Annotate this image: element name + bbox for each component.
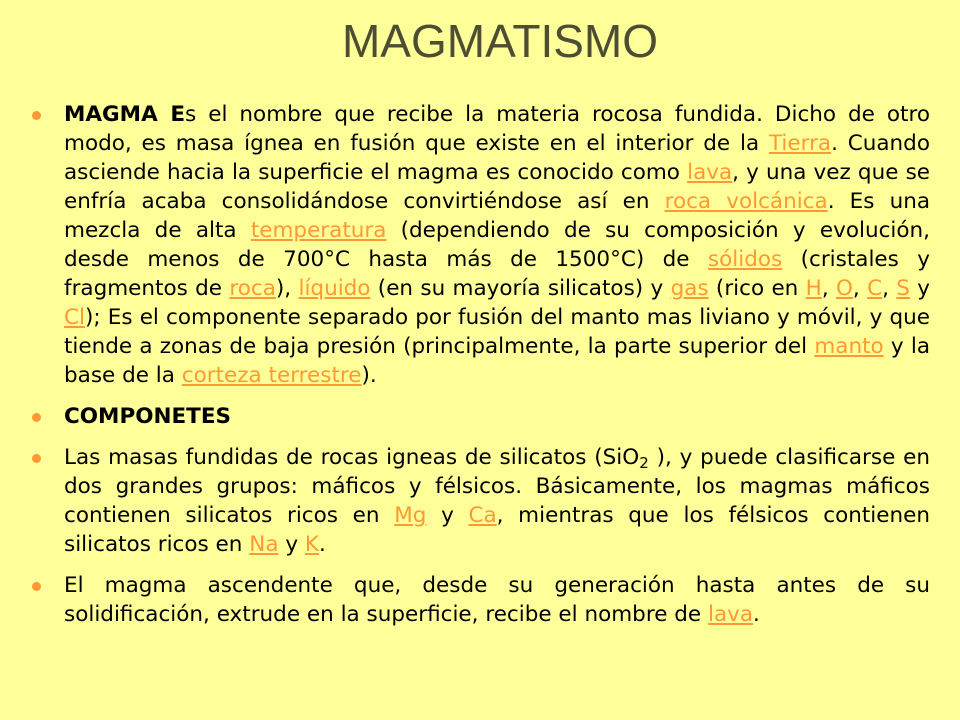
text-run: , y una vez que se enfría acaba consolidándose convirtiéndose así en (64, 160, 930, 214)
bold-text: MAGMA E (64, 102, 186, 127)
link-roca-volcánica[interactable]: roca volcánica (664, 189, 828, 214)
link-c[interactable]: C (867, 276, 883, 301)
text-run: . (319, 532, 326, 557)
text-run: El magma ascendente que, desde su generación hasta antes de su solidificación, extrude en la superficie, recibe el nombre de (64, 573, 930, 627)
bullet-lava-definition (32, 571, 930, 629)
text-run: y (426, 503, 469, 528)
text-run: ), y puede clasificarse en dos grandes grupos: máficos y félsicos. Básicamente, los magmas máficos contienen silicatos ricos en (64, 445, 930, 528)
link-k[interactable]: K (304, 532, 320, 557)
text-run: (rico en (708, 276, 806, 301)
text-run: , (852, 276, 868, 301)
link-tierra[interactable]: Tierra (768, 131, 832, 156)
bold-text: COMPONETES (64, 404, 232, 429)
text-run: s el nombre que recibe la materia rocosa fundida. Dicho de otro modo, es masa ígnea en fusión que existe en el interior de la (64, 102, 930, 156)
text-run: ). (361, 363, 377, 388)
link-corteza-terrestre[interactable]: corteza terrestre (181, 363, 362, 388)
text-run: (dependiendo de su composición y evolución, desde menos de 700°C hasta más de 1500°C) de (64, 218, 930, 272)
link-ca[interactable]: Ca (468, 503, 497, 528)
bullet-silicate-groups (32, 443, 930, 559)
bullet-magma-definition (32, 100, 930, 390)
link-sólidos[interactable]: sólidos (707, 247, 783, 272)
link-lava[interactable]: lava (687, 160, 733, 185)
text-run: y (278, 532, 305, 557)
link-mg[interactable]: Mg (394, 503, 427, 528)
link-lava[interactable]: lava (707, 602, 754, 627)
text-run: . (753, 602, 760, 627)
text-run: , (882, 276, 897, 301)
bullet-text (64, 100, 930, 390)
text-run: ), (275, 276, 299, 301)
text-run: ); Es el componente separado por fusión del manto mas liviano y móvil, y que tiende a zonas de baja presión (principalmente, la parte superior del (64, 305, 930, 359)
text-run: . Cuando asciende hacia la superficie el magma es conocido como (64, 131, 930, 185)
bullet-dot-icon (32, 111, 41, 120)
link-cl[interactable]: Cl (64, 305, 85, 330)
slide-body (32, 100, 930, 629)
link-o[interactable]: O (835, 276, 853, 301)
bullet-dot-icon (32, 413, 41, 422)
bullet-text (64, 443, 930, 559)
link-roca[interactable]: roca (229, 276, 276, 301)
text-run: , (821, 276, 836, 301)
text-run: y (909, 276, 930, 301)
link-manto[interactable]: manto (814, 334, 884, 359)
bullet-dot-icon (32, 582, 41, 591)
link-líquido[interactable]: líquido (298, 276, 371, 301)
slide-title: MAGMATISMO (341, 15, 659, 67)
text-run: (cristales y fragmentos de (64, 247, 930, 301)
text-run: (en su mayoría silicatos) y (370, 276, 671, 301)
link-temperatura[interactable]: temperatura (250, 218, 387, 243)
link-h[interactable]: H (805, 276, 822, 301)
link-s[interactable]: S (896, 276, 910, 301)
subscript-text: 2 (639, 453, 649, 472)
text-run: . Es una mezcla de alta (64, 189, 930, 243)
text-run: y la base de la (64, 334, 930, 388)
bullet-text (64, 571, 930, 629)
text-run: , mientras que los félsicos contienen silicatos ricos en (64, 503, 930, 557)
link-gas[interactable]: gas (670, 276, 709, 301)
text-run: Las masas fundidas de rocas igneas de silicatos (SiO (64, 445, 640, 470)
bullet-componentes-heading (32, 402, 930, 431)
link-na[interactable]: Na (249, 532, 279, 557)
bullet-text (64, 402, 930, 431)
bullet-dot-icon (32, 454, 41, 463)
